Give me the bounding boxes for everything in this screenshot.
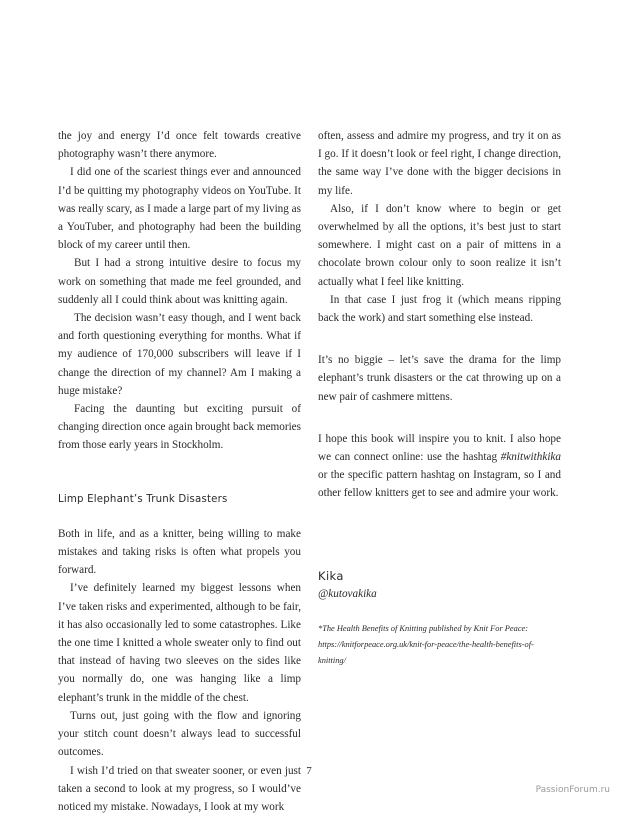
- body-paragraph: the joy and energy I’d once felt towards creative photography wasn’t there anymore.: [58, 127, 301, 163]
- body-paragraph: often, assess and admire my progress, and try it on as I go. If it doesn’t look or feel right, I change direction, the same way I’ve done with the bigger decisions in my life.: [318, 127, 561, 200]
- body-paragraph: [318, 430, 561, 503]
- body-paragraph: In that case I just frog it (which means ripping back the work) and start something else instead.: [318, 291, 561, 327]
- body-paragraph: But I had a strong intuitive desire to focus my work on something that made me feel grounded, and suddenly all I could think about was knitting again.: [58, 254, 301, 309]
- body-paragraph: I did one of the scariest things ever and announced I’d be quitting my photography videos on YouTube. It was really scary, as I made a large part of my living as a YouTuber, and photography had been the building block of my career until then.: [58, 163, 301, 254]
- closing-text: I hope this book will inspire you to knit. I also hope we can connect online: use the hashtag: [318, 433, 561, 463]
- body-paragraph: It’s no biggie – let’s save the drama for the limp elephant’s trunk disasters or the cat throwing up on a new pair of cashmere mittens.: [318, 351, 561, 406]
- signature-name: Kika: [318, 567, 561, 585]
- body-paragraph: Facing the daunting but exciting pursuit of changing direction once again brought back memories from those early years in Stockholm.: [58, 400, 301, 455]
- body-paragraph: I wish I’d tried on that sweater sooner, or even just taken a second to look at my progress, so I would’ve noticed my mistake. Nowadays, I look at my work: [58, 762, 301, 816]
- left-column: [58, 127, 301, 816]
- body-paragraph: Turns out, just going with the flow and ignoring your stitch count doesn’t always lead to successful outcomes.: [58, 707, 301, 762]
- body-paragraph: I’ve definitely learned my biggest lessons when I’ve taken risks and experimented, although to be fair, it has also occasionally led to some catastrophes. Like the one time I knitted a whole sweater only to find out that instead of having two sleeves on the sides like you normally do, one was hanging like a limp elephant’s trunk in the middle of the chest.: [58, 579, 301, 706]
- body-paragraph: The decision wasn’t easy though, and I went back and forth questioning everything for months. What if my audience of 170,000 subscribers will leave if I change the direction of my channel? Am I making a huge mistake?: [58, 309, 301, 400]
- body-paragraph: Both in life, and as a knitter, being willing to make mistakes and taking risks is often what propels you forward.: [58, 525, 301, 580]
- body-paragraph: Also, if I don’t know where to begin or get overwhelmed by all the options, it’s best just to start somewhere. I might cast on a pair of mittens in a chocolate brown colour only to soon realize it isn’t actually what I feel like knitting.: [318, 200, 561, 291]
- footnote: *The Health Benefits of Knitting published by Knit For Peace: https://knitforpeace.org.uk/knit-for-peace/the-health-benefits-of-knitting/: [318, 621, 561, 669]
- watermark: PassionForum.ru: [536, 785, 610, 795]
- right-column: [318, 127, 561, 669]
- page-number: 7: [0, 765, 618, 777]
- social-handle: @kutovakika: [318, 585, 561, 603]
- hashtag: #knitwithkika: [501, 451, 561, 463]
- section-subheading: Limp Elephant’s Trunk Disasters: [58, 491, 301, 509]
- closing-text: or the specific pattern hashtag on Instagram, so I and other fellow knitters get to see and admire your work.: [318, 469, 561, 499]
